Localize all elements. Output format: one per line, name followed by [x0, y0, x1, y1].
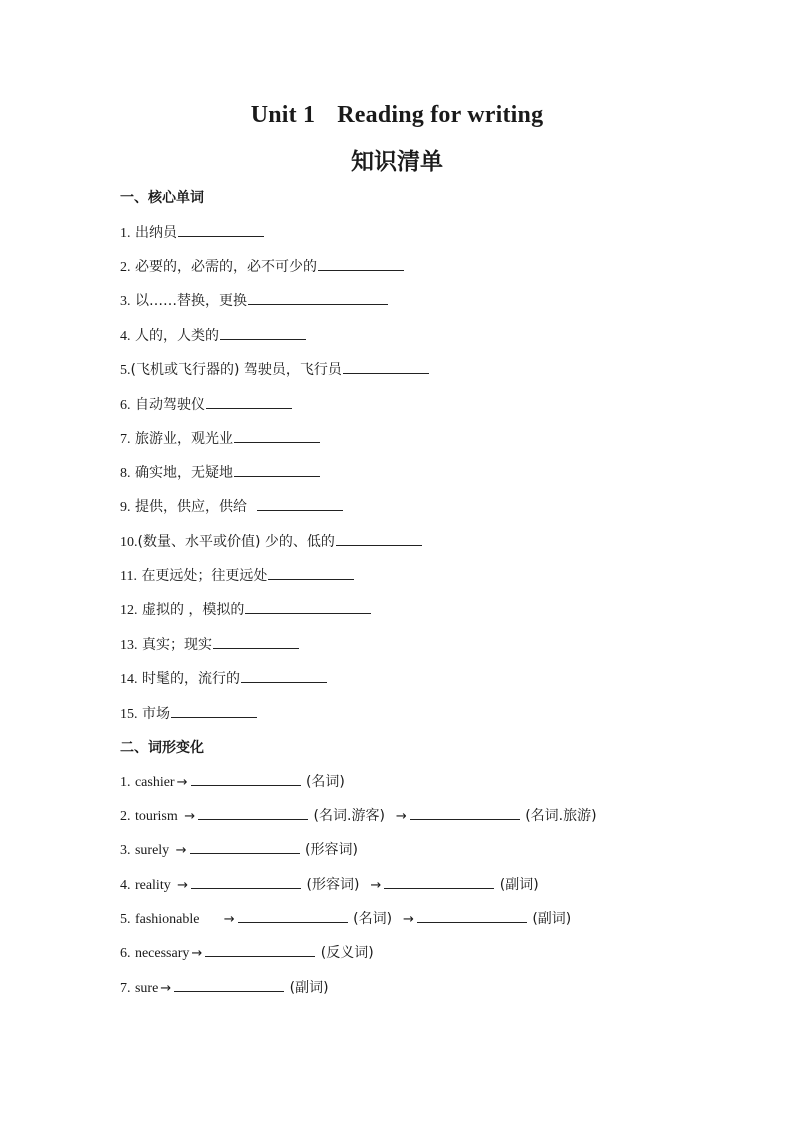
item-hint: (名词) [305, 774, 345, 790]
item-number: 1. [120, 226, 131, 241]
answer-blank[interactable] [190, 839, 300, 854]
item-text: 人的，人类的 [134, 328, 219, 344]
list-item [120, 908, 571, 930]
item-hint: (名词.旅游) [525, 808, 597, 824]
item-text: 在更远处；往更远处 [141, 568, 268, 584]
answer-blank[interactable] [174, 977, 284, 992]
list-item [120, 256, 405, 278]
answer-blank[interactable] [238, 908, 348, 923]
list-item [120, 977, 329, 999]
answer-blank[interactable] [257, 496, 343, 511]
answer-blank[interactable] [234, 428, 320, 443]
arrow-icon: → [184, 809, 196, 824]
item-number: 5. [120, 363, 131, 378]
arrow-icon: → [395, 809, 407, 824]
list-item [120, 496, 344, 518]
item-number: 2. [120, 260, 131, 275]
list-item [120, 839, 358, 861]
answer-blank[interactable] [178, 222, 264, 237]
answer-blank[interactable] [220, 325, 306, 340]
item-number: 4. [120, 878, 131, 893]
item-text: (飞机或飞行器的) 驾驶员，飞行员 [130, 362, 342, 378]
item-hint: (副词) [499, 877, 539, 893]
answer-blank[interactable] [268, 565, 354, 580]
item-text: 以……替换，更换 [134, 293, 247, 309]
list-item [120, 703, 258, 725]
item-text: (数量、水平或价值) 少的、低的 [137, 534, 335, 550]
list-item [120, 634, 300, 656]
item-number: 1. [120, 775, 131, 790]
arrow-icon: → [176, 775, 188, 790]
answer-blank[interactable] [205, 942, 315, 957]
answer-blank[interactable] [213, 634, 299, 649]
page-subtitle: 知识清单 [351, 149, 443, 175]
item-hint: (名词) [353, 911, 393, 927]
item-number: 7. [120, 981, 131, 996]
item-number: 3. [120, 294, 131, 309]
section-heading-core-words: 一、核心单词 [120, 190, 204, 206]
item-number: 12. [120, 603, 138, 618]
item-text: 出纳员 [134, 225, 177, 241]
item-text: 真实；现实 [141, 637, 212, 653]
item-word: surely [134, 843, 170, 858]
answer-blank[interactable] [384, 874, 494, 889]
item-text: 虚拟的 ，模拟的 [141, 602, 245, 618]
arrow-icon: → [402, 912, 414, 927]
item-word: tourism [134, 809, 178, 824]
answer-blank[interactable] [318, 256, 404, 271]
list-item [120, 668, 328, 690]
item-word: fashionable [134, 912, 200, 927]
arrow-icon: → [191, 946, 203, 961]
item-word: necessary [134, 946, 190, 961]
list-item [120, 771, 345, 793]
item-text: 自动驾驶仪 [134, 397, 205, 413]
item-number: 5. [120, 912, 131, 927]
answer-blank[interactable] [336, 531, 422, 546]
arrow-icon: → [160, 981, 172, 996]
answer-blank[interactable] [241, 668, 327, 683]
list-item [120, 325, 307, 347]
item-number: 8. [120, 466, 131, 481]
item-number: 9. [120, 500, 131, 515]
item-number: 15. [120, 707, 138, 722]
item-number: 3. [120, 843, 131, 858]
answer-blank[interactable] [171, 703, 257, 718]
list-item [120, 565, 355, 587]
list-item [120, 531, 423, 553]
item-word: sure [134, 981, 159, 996]
arrow-icon: → [177, 878, 189, 893]
item-hint: (副词) [532, 911, 572, 927]
list-item [120, 290, 389, 312]
list-item [120, 599, 372, 621]
item-number: 10. [120, 535, 138, 550]
item-number: 2. [120, 809, 131, 824]
answer-blank[interactable] [191, 874, 301, 889]
arrow-icon: → [370, 878, 382, 893]
answer-blank[interactable] [198, 805, 308, 820]
item-text: 提供，供应，供给 [134, 499, 247, 515]
item-word: reality [134, 878, 171, 893]
item-number: 6. [120, 946, 131, 961]
item-text: 时髦的，流行的 [141, 671, 240, 687]
item-text: 旅游业，观光业 [134, 431, 233, 447]
item-number: 4. [120, 329, 131, 344]
unit-label: Unit 1 [250, 102, 316, 128]
item-number: 14. [120, 672, 138, 687]
item-text: 必要的，必需的，必不可少的 [134, 259, 317, 275]
answer-blank[interactable] [206, 394, 292, 409]
item-text: 市场 [141, 706, 170, 722]
item-word: cashier [134, 775, 175, 790]
list-item [120, 222, 265, 244]
item-number: 7. [120, 432, 131, 447]
item-number: 6. [120, 398, 131, 413]
answer-blank[interactable] [417, 908, 527, 923]
list-item [120, 805, 597, 827]
list-item [120, 462, 321, 484]
answer-blank[interactable] [191, 771, 301, 786]
list-item [120, 942, 374, 964]
page-title [0, 102, 794, 129]
answer-blank[interactable] [343, 359, 429, 374]
section-heading-word-forms: 二、词形变化 [120, 740, 204, 756]
topic-label: Reading for writing [337, 102, 544, 128]
list-item [120, 428, 321, 450]
answer-blank[interactable] [245, 599, 371, 614]
item-hint: (副词) [289, 980, 329, 996]
item-text: 确实地，无疑地 [134, 465, 233, 481]
item-hint: (名词.游客) [313, 808, 385, 824]
item-hint: (形容词) [304, 842, 358, 858]
item-hint: (形容词) [306, 877, 360, 893]
answer-blank[interactable] [248, 290, 388, 305]
list-item [120, 394, 293, 416]
item-hint: (反义词) [320, 945, 374, 961]
list-item [120, 359, 430, 381]
answer-blank[interactable] [410, 805, 520, 820]
item-number: 13. [120, 638, 138, 653]
item-number: 11. [120, 569, 137, 584]
arrow-icon: → [175, 843, 187, 858]
arrow-icon: → [223, 912, 235, 927]
answer-blank[interactable] [234, 462, 320, 477]
list-item [120, 874, 539, 896]
